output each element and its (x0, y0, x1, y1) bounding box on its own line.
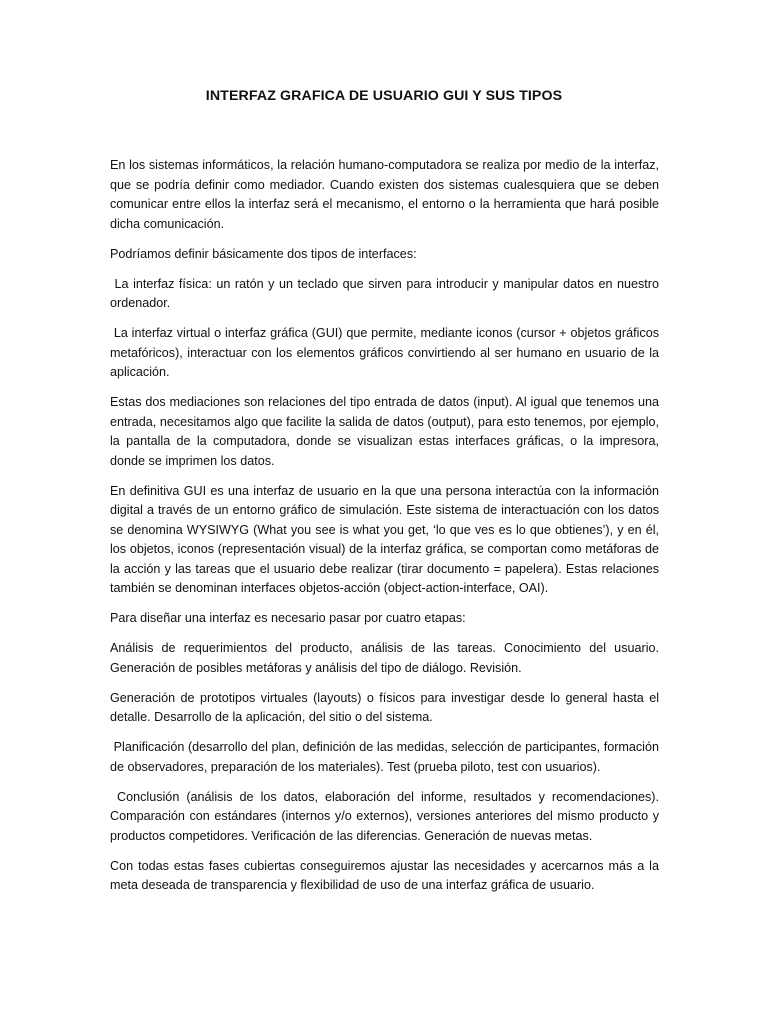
paragraph-gui-definition: En definitiva GUI es una interfaz de usuario en la que una persona interactúa con la información digital a través de un entorno gráfico de simulación. Este sistema de interactuación con los datos se denomina WYSIWYG (What you see is what you get, ‘lo que ves es lo que obtienes’), y en él, los objetos, iconos (representación visual) de la interfaz gráfica, se comportan como metáforas de la acción y las tareas que el usuario debe realizar (tirar documento = papelera). Estas relaciones también se denominan interfaces objetos-acción (object-action-interface, OAI). (110, 483, 659, 595)
paragraph-stage-prototypes: Generación de prototipos virtuales (layouts) o físicos para investigar desde lo general hasta el detalle. Desarrollo de la aplicación, del sitio o del sistema. (110, 690, 659, 724)
paragraph-physical-interface: La interfaz física: un ratón y un teclado que sirven para introducir y manipular datos en nuestro ordenador. (110, 276, 659, 310)
paragraph-stage-planning: Planificación (desarrollo del plan, definición de las medidas, selección de participantes, formación de observadores, preparación de los materiales). Test (prueba piloto, test con usuarios). (110, 740, 659, 774)
paragraph-input-output: Estas dos mediaciones son relaciones del tipo entrada de datos (input). Al igual que tenemos una entrada, necesitamos algo que facilite la salida de datos (output), para esto tenemos, por ejemplo, la pantalla de la computadora, donde se visualizan estas interfaces gráficas, o la impresora, donde se imprimen los datos. (110, 395, 659, 468)
paragraph-stage-conclusion: Conclusión (análisis de los datos, elaboración del informe, resultados y recomendaciones). Comparación con estándares (internos y/o externos), versiones anteriores del mismo producto y productos competidores. Verificación de las diferencias. Generación de nuevas metas. (110, 789, 659, 843)
paragraph-design-stages-intro: Para diseñar una interfaz es necesario pasar por cuatro etapas: (110, 611, 466, 625)
paragraph-interface-types-intro: Podríamos definir básicamente dos tipos de interfaces: (110, 246, 417, 261)
paragraph-intro: En los sistemas informáticos, la relación humano-computadora se realiza por medio de la interfaz, que se podría definir como mediador. Cuando existen dos sistemas cualesquiera que se deben comunicar entre ellos la interfaz será el mecanismo, el entorno o la herramienta que hará posible dicha comunicación. (110, 158, 659, 231)
paragraph-stage-analysis: Análisis de requerimientos del producto, análisis de las tareas. Conocimiento del usuario. Generación de posibles metáforas y análisis del tipo de diálogo. Revisión. (110, 641, 659, 675)
paragraph-closing: Con todas estas fases cubiertas conseguiremos ajustar las necesidades y acercarnos más a la meta deseada de transparencia y flexibilidad de uso de una interfaz gráfica de usuario. (110, 858, 659, 892)
document-body (110, 156, 659, 906)
document-title: INTERFAZ GRAFICA DE USUARIO GUI Y SUS TIPOS (205, 88, 563, 104)
paragraph-virtual-interface: La interfaz virtual o interfaz gráfica (GUI) que permite, mediante iconos (cursor + objetos gráficos metafóricos), interactuar con los elementos gráficos convirtiendo al ser humano en usuario de la aplicación. (110, 326, 659, 379)
